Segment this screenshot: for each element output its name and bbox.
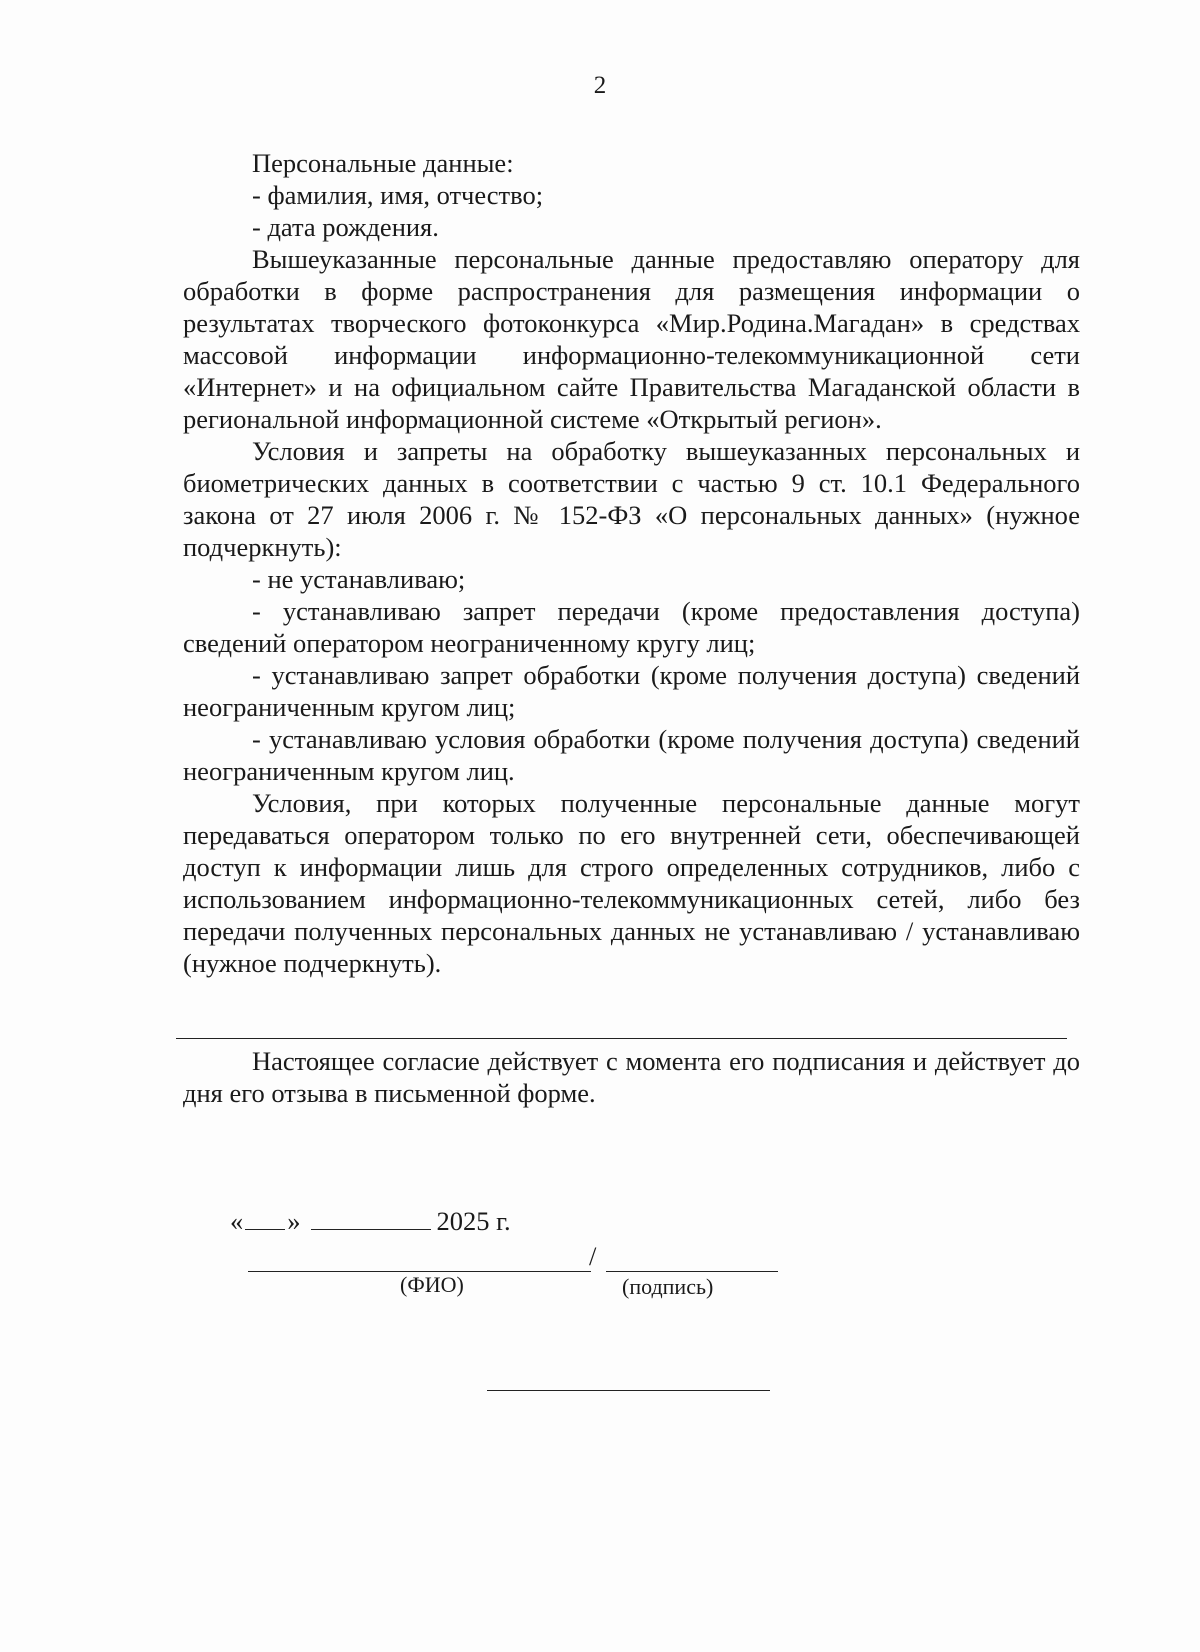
purpose-section: [183, 243, 1080, 435]
date-open-quote: «: [230, 1206, 244, 1236]
condition-option-processing-conditions: - устанавливаю условия обработки (кроме получения доступа) сведений неограниченным кругом лиц.: [183, 724, 1080, 786]
fio-caption: (ФИО): [400, 1272, 464, 1297]
signature-blank-line[interactable]: [606, 1271, 778, 1272]
signature-row: [248, 1241, 778, 1275]
conditions-intro: Условия и запреты на обработку вышеуказанных персональных и биометрических данных в соответствии с частью 9 ст. 10.1 Федерального закона от 27 июля 2006 г. № 152-ФЗ «О персональных данных» (нужное подчеркнуть):: [183, 436, 1080, 562]
signature-caption: (подпись): [622, 1274, 714, 1299]
network-section: [183, 787, 1080, 979]
personal-data-item-name: - фамилия, имя, отчество;: [252, 180, 544, 210]
personal-data-item-birthdate: - дата рождения.: [252, 212, 439, 242]
date-day-blank[interactable]: [245, 1205, 285, 1230]
date-close-quote: »: [287, 1206, 301, 1236]
validity-paragraph: Настоящее согласие действует с момента его подписания и действует до дня его отзыва в письменной форме.: [183, 1046, 1080, 1108]
date-field: [230, 1205, 511, 1237]
date-month-blank[interactable]: [311, 1205, 431, 1230]
validity-section: [183, 1045, 1080, 1109]
conditions-section: [183, 435, 1080, 787]
page-number: 2: [593, 72, 607, 99]
date-year: 2025 г.: [436, 1206, 511, 1236]
condition-option-processing-ban: - устанавливаю запрет обработки (кроме получения доступа) сведений неограниченным кругом лиц;: [183, 660, 1080, 722]
personal-data-heading: Персональные данные:: [252, 148, 514, 178]
personal-data-section: [183, 147, 1080, 243]
purpose-paragraph: Вышеуказанные персональные данные предоставляю оператору для обработки в форме распространения для размещения информации о результатах творческого фотоконкурса «Мир.Родина.Магадан» в средствах массовой информации информационно-телекоммуникационной сети «Интернет» и на официальном сайте Правительства Магаданской области в региональной информационной системе «Открытый регион».: [183, 244, 1080, 434]
condition-option-transfer-ban: - устанавливаю запрет передачи (кроме предоставления доступа) сведений оператором неограниченному кругу лиц;: [183, 596, 1080, 658]
bottom-rule: [487, 1390, 770, 1391]
condition-option-none: - не устанавливаю;: [252, 564, 466, 594]
separator-line: [176, 1038, 1067, 1039]
network-paragraph: Условия, при которых полученные персональные данные могут передаваться оператором только по его внутренней сети, обеспечивающей доступ к информации лишь для строго определенных сотрудников, либо с использованием информационно-телекоммуникационных сетей, либо без передачи полученных персональных данных не устанавливаю / устанавливаю (нужное подчеркнуть).: [183, 788, 1080, 978]
signature-slash: /: [589, 1241, 597, 1271]
